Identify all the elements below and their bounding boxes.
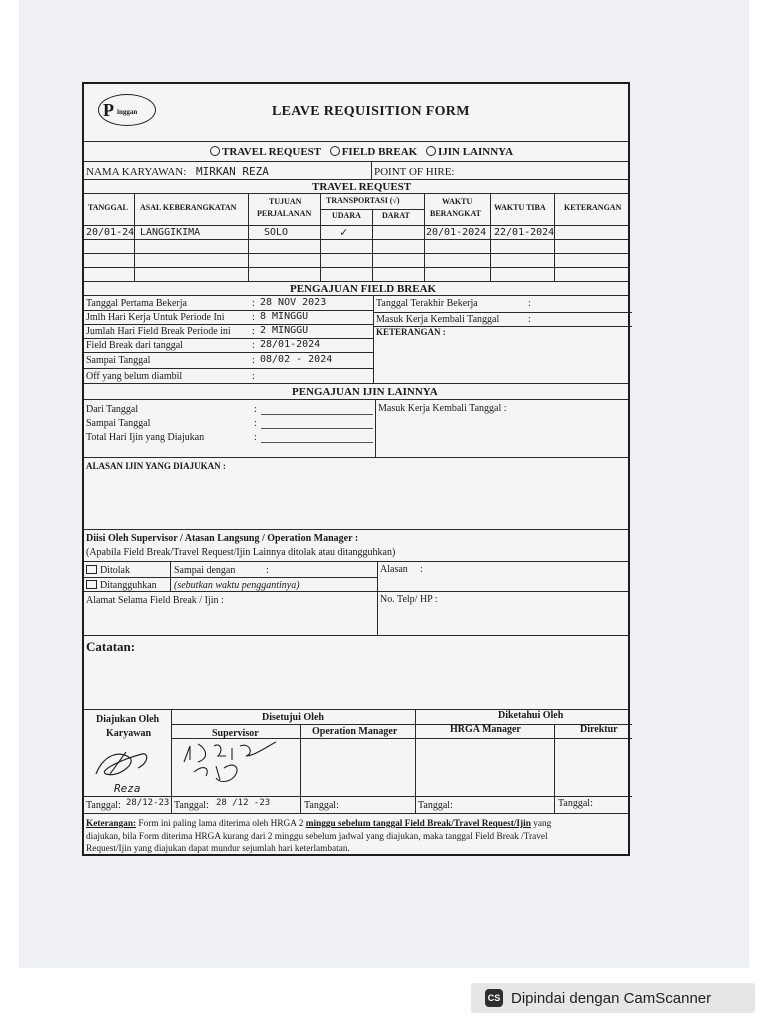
tanggal-karyawan-value[interactable]: 28/12-23 bbox=[126, 798, 170, 808]
diketahui-label: Diketahui Oleh bbox=[498, 710, 564, 721]
option-ijin-lainnya: IJIN LAINNYA bbox=[437, 146, 514, 158]
fb-value-jmlh-hari-kerja[interactable]: 8 MINGGU bbox=[260, 311, 309, 322]
op-manager-col-label: Operation Manager bbox=[312, 726, 398, 737]
employee-name-value[interactable]: MIRKAN REZA bbox=[196, 165, 269, 178]
ditolak-checkbox[interactable] bbox=[86, 565, 97, 574]
fb-label-jmlh-hari-kerja: Jmlh Hari Kerja Untuk Periode Ini bbox=[86, 312, 225, 323]
employee-signature bbox=[90, 744, 160, 784]
keterangan-underlined: minggu sebelum tanggal Field Break/Travel Request/Ijin bbox=[305, 819, 531, 829]
col-waktu-1: WAKTU bbox=[442, 197, 473, 206]
radio-ijin-lainnya[interactable] bbox=[426, 146, 436, 156]
ijin-label-sampai: Sampai Tanggal bbox=[86, 418, 151, 429]
camscanner-icon: CS bbox=[485, 989, 503, 1007]
supervisor-heading: Diisi Oleh Supervisor / Atasan Langsung / Operation Manager : bbox=[86, 533, 359, 544]
logo-letter: P bbox=[103, 100, 114, 120]
fb-label-tanggal-pertama: Tanggal Pertama Bekerja bbox=[86, 298, 187, 309]
telp-label: No. Telp/ HP : bbox=[380, 594, 438, 605]
fb-value-sampai-tanggal[interactable]: 08/02 - 2024 bbox=[260, 354, 333, 365]
col-keterangan: KETERANGAN bbox=[564, 203, 622, 212]
logo-text: inggan bbox=[117, 108, 138, 116]
tanggal-supervisor-label: Tanggal: bbox=[174, 800, 209, 811]
travel-asal-value[interactable]: LANGGIKIMA bbox=[140, 227, 201, 238]
fb-value-tanggal-pertama[interactable]: 28 NOV 2023 bbox=[260, 297, 327, 308]
tanggal-karyawan-label: Tanggal: bbox=[86, 800, 121, 811]
travel-row-3 bbox=[84, 254, 628, 268]
travel-berangkat-value[interactable]: 20/01-2024 bbox=[426, 227, 487, 238]
ditangguhkan-label: Ditangguhkan bbox=[100, 580, 157, 591]
catatan-box[interactable] bbox=[84, 636, 628, 710]
ijin-field-dari[interactable] bbox=[261, 414, 373, 415]
ditolak-option[interactable] bbox=[86, 565, 130, 576]
ijin-label-dari: Dari Tanggal bbox=[86, 404, 139, 415]
alasan-label: ALASAN IJIN YANG DIAJUKAN : bbox=[86, 461, 226, 471]
disetujui-label: Disetujui Oleh bbox=[262, 712, 324, 723]
col-waktu-2: BERANGKAT bbox=[430, 209, 481, 218]
fb-label-dari-tanggal: Field Break dari tanggal bbox=[86, 340, 183, 351]
camscanner-badge bbox=[471, 983, 755, 1013]
col-asal: ASAL KEBERANGKATAN bbox=[140, 203, 237, 212]
col-udara: UDARA bbox=[332, 211, 361, 220]
radio-travel-request[interactable] bbox=[210, 146, 220, 156]
col-waktu-tiba: WAKTU TIBA bbox=[494, 203, 546, 212]
ditangguhkan-checkbox[interactable] bbox=[86, 580, 97, 589]
travel-request-title: TRAVEL REQUEST bbox=[312, 181, 412, 193]
hrga-col-label: HRGA Manager bbox=[450, 724, 521, 735]
travel-tanggal-value[interactable]: 20/01-24 bbox=[86, 227, 135, 238]
fb-value-jumlah-hari-fb[interactable]: 2 MINGGU bbox=[260, 325, 309, 336]
option-field-break: FIELD BREAK bbox=[341, 146, 418, 158]
point-of-hire-label: POINT OF HIRE: bbox=[374, 166, 455, 178]
col-tujuan-1: TUJUAN bbox=[269, 197, 302, 206]
fb-label-tanggal-terakhir: Tanggal Terakhir Bekerja bbox=[376, 298, 478, 309]
field-break-title: PENGAJUAN FIELD BREAK bbox=[290, 283, 437, 295]
sebutkan-note: (sebutkan waktu penggantinya) bbox=[174, 580, 300, 591]
camscanner-label: Dipindai dengan CamScanner bbox=[511, 989, 712, 1007]
request-type-options bbox=[210, 146, 513, 158]
fb-label-sampai-tanggal: Sampai Tanggal bbox=[86, 355, 151, 366]
keterangan-label: Keterangan: bbox=[86, 819, 137, 829]
radio-field-break[interactable] bbox=[330, 146, 340, 156]
ijin-lainnya-body bbox=[84, 400, 628, 458]
ijin-label-total: Total Hari Ijin yang Diajukan bbox=[86, 432, 205, 443]
diajukan-label-1: Diajukan Oleh bbox=[96, 714, 160, 725]
tanggal-supervisor-value[interactable]: 28 /12 -23 bbox=[216, 798, 271, 808]
tanggal-direktur-label: Tanggal: bbox=[558, 798, 593, 809]
ijin-field-total[interactable] bbox=[261, 442, 373, 443]
keterangan-text-2: yang bbox=[530, 819, 552, 829]
travel-tujuan-value[interactable]: SOLO bbox=[264, 227, 289, 238]
catatan-label: Catatan: bbox=[86, 639, 136, 654]
supervisor-note: (Apabila Field Break/Travel Request/Ijin Lainnya ditolak atau ditangguhkan) bbox=[86, 547, 396, 558]
option-travel-request: TRAVEL REQUEST bbox=[222, 146, 321, 158]
fb-label-keterangan: KETERANGAN : bbox=[376, 327, 446, 337]
fb-value-dari-tanggal[interactable]: 28/01-2024 bbox=[260, 339, 321, 350]
col-darat: DARAT bbox=[382, 211, 410, 220]
ditolak-label: Ditolak bbox=[100, 565, 130, 576]
diajukan-label-2: Karyawan bbox=[106, 728, 151, 739]
direktur-col-label: Direktur bbox=[580, 724, 618, 735]
ijin-lainnya-title: PENGAJUAN IJIN LAINNYA bbox=[292, 386, 438, 398]
fb-label-jumlah-hari-fb: Jumlah Hari Field Break Periode ini bbox=[86, 326, 231, 337]
ijin-field-sampai[interactable] bbox=[261, 428, 373, 429]
col-tujuan-2: PERJALANAN bbox=[257, 209, 312, 218]
keterangan-line-2: diajukan, bila Form diterima HRGA kurang dari 2 minggu sebelum jadwal yang diajukan, maka tanggal Field Break /Travel bbox=[86, 831, 548, 842]
employee-written-name: Reza bbox=[114, 782, 141, 795]
company-logo bbox=[98, 94, 156, 126]
alamat-label: Alamat Selama Field Break / Ijin : bbox=[86, 595, 224, 606]
travel-tiba-value[interactable]: 22/01-2024 bbox=[494, 227, 555, 238]
employee-name-label: NAMA KARYAWAN: bbox=[86, 166, 187, 178]
fb-label-off: Off yang belum diambil bbox=[86, 371, 183, 382]
leave-requisition-form: P inggan LEAVE REQUISITION FORM TRAVEL REQUEST FIELD BREAK IJIN LAINNYA NAMA KARYAWAN: MIRKAN REZA POINT OF HIRE: TRAVEL REQUEST TANGGAL ASAL KEBERANGKATAN TUJUAN PERJALANAN TRANSPORTASI (√) UDARA DARAT WAKTU BERANGKAT WAKTU TIBA KETERANGAN 20/01-24 LANGGIKIMA SOLO ✓ 20/01-2024 22/01-2024 PENGAJUAN FIELD BREAK Tanggal Pertama Bekerja Jmlh Hari Kerja Untuk Periode Ini Jumlah Hari Field Break Periode ini Field Break dari tanggal Sampai Tanggal Off yang belum diambil : : : : : : 28 NOV 2023 8 MINGGU 2 MINGGU 28/01-2024 08/02 - 2024 Tanggal Terakhir Bekerja Masuk Kerja Kembali Tanggal KETERANGAN : : : PENGAJUAN IJIN LAINNYA Dari Tanggal Sampai Tanggal Total Hari Ijin yang Diajukan : : : Masuk Kerja Kembali Tanggal : ALASAN IJIN YANG DIAJUKAN : Diisi Oleh Supervisor / Atasan Langsung / Operation Manager : (Apabila Field Break/Travel Request/Ijin Lainnya ditolak atau ditangguhkan) Ditolak Sampai dengan : Alasan : Ditangguhkan (sebutkan waktu penggantinya) Alamat Selama Field Break / Ijin : No. Telp/ HP : Catatan: Diajukan Oleh Karyawan Disetujui Oleh Diketahui Oleh Supervisor Operation Manager HRGA Manager Direktur Reza Tanggal: 28/12-23 Tanggal: 28 /12 -23 Tanggal: Tanggal: Tanggal: Keterangan: Form ini paling lama diterima oleh HRGA 2 minggu sebelum tanggal Field Break/Travel Request/Ijin yang diajukan, bila Form diterima HRGA kurang dari 2 minggu sebelum jadwal yang diajukan, maka tanggal Field Break /Travel Request/Ijin yang diajukan dapat mundur sejumlah hari keterlambatan. bbox=[82, 82, 630, 856]
ijin-label-masuk-kembali: Masuk Kerja Kembali Tanggal : bbox=[378, 403, 507, 414]
travel-udara-check[interactable]: ✓ bbox=[340, 225, 348, 239]
fb-label-masuk-kembali: Masuk Kerja Kembali Tanggal bbox=[376, 314, 500, 325]
supervisor-col-label: Supervisor bbox=[212, 728, 259, 739]
travel-row-2 bbox=[84, 240, 628, 254]
tanggal-hrga-label: Tanggal: bbox=[418, 800, 453, 811]
sampai-dengan-label: Sampai dengan bbox=[174, 565, 236, 576]
col-tanggal: TANGGAL bbox=[88, 203, 128, 212]
alasan-decision-label: Alasan bbox=[380, 564, 408, 575]
keterangan-note bbox=[86, 818, 630, 856]
keterangan-text-1: Form ini paling lama diterima oleh HRGA 2 bbox=[136, 819, 306, 829]
keterangan-line-3: Request/Ijin yang diajukan dapat mundur sejumlah hari keterlambatan. bbox=[86, 844, 350, 854]
col-transportasi: TRANSPORTASI (√) bbox=[326, 196, 400, 205]
supervisor-signature bbox=[180, 738, 300, 790]
travel-row-4 bbox=[84, 268, 628, 282]
form-title: LEAVE REQUISITION FORM bbox=[272, 104, 470, 119]
tanggal-opmanager-label: Tanggal: bbox=[304, 800, 339, 811]
ditangguhkan-option[interactable] bbox=[86, 580, 157, 591]
